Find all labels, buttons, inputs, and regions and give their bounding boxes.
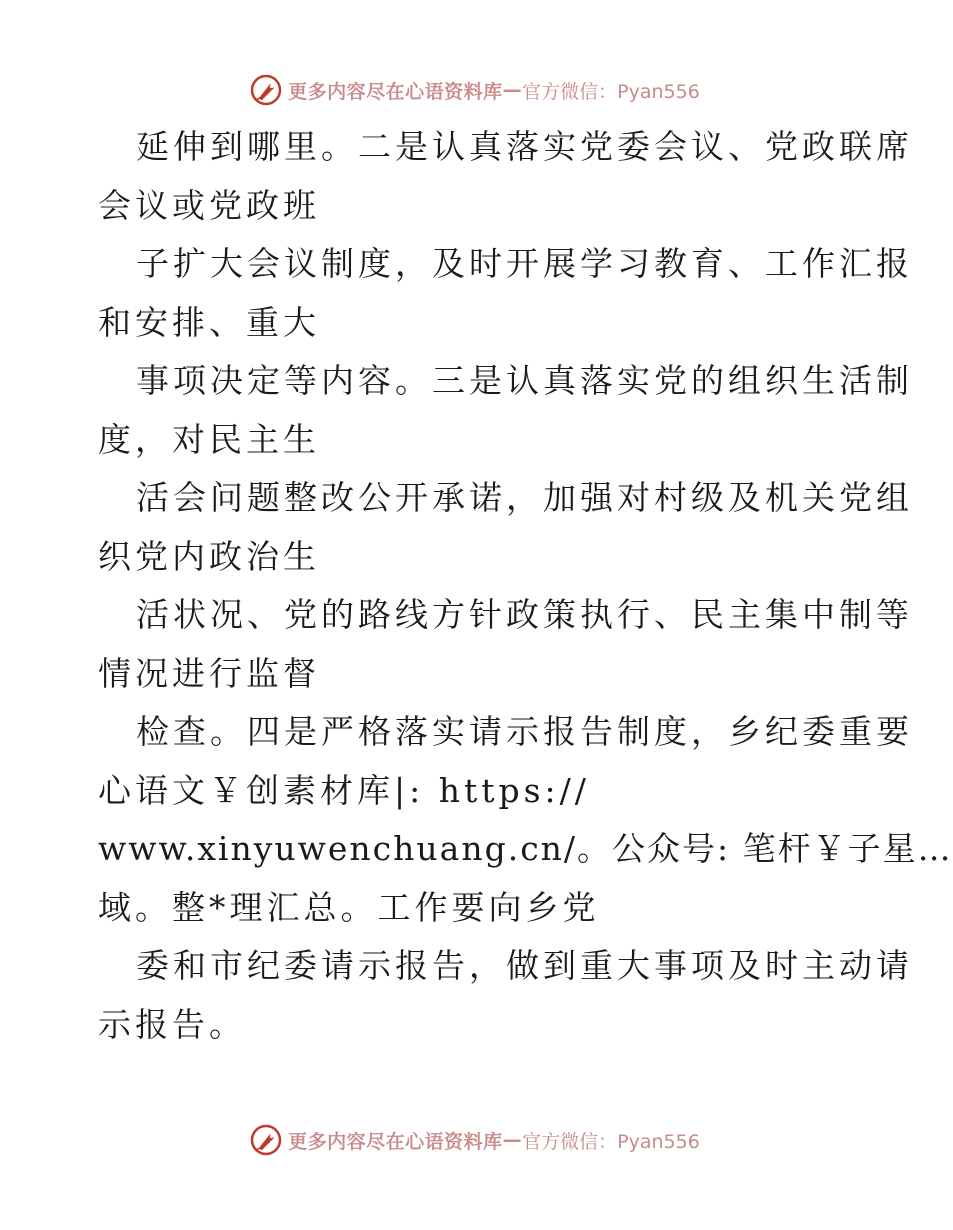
banner-title: 更多内容尽在心语资料库 xyxy=(288,1130,503,1153)
pen-nib-logo-icon xyxy=(250,74,282,106)
body-line: 度，对民主生 xyxy=(98,419,320,459)
body-line: 活会问题整改公开承诺，加强对村级及机关党组 xyxy=(136,478,913,517)
banner-contact: 官方微信：Pyan556 xyxy=(522,80,700,103)
body-line: 示报告。 xyxy=(98,1004,246,1044)
body-line: 织党内政治生 xyxy=(98,536,320,576)
body-line: 委和市纪委请示报告，做到重大事项及时主动请 xyxy=(136,946,913,985)
body-line: 延伸到哪里。二是认真落实党委会议、党政联席 xyxy=(136,127,913,166)
pen-nib-logo-icon xyxy=(250,1124,282,1156)
body-line: 会议或党政班 xyxy=(98,185,320,225)
body-line: 事项决定等内容。三是认真落实党的组织生活制 xyxy=(136,361,913,400)
body-line: 心语文￥创素材库|: https:// xyxy=(98,770,590,810)
document-body xyxy=(98,118,953,1054)
banner-separator: — xyxy=(502,1129,523,1151)
banner-title: 更多内容尽在心语资料库 xyxy=(288,80,503,103)
body-line: 活状况、党的路线方针政策执行、民主集中制等 xyxy=(136,595,913,634)
banner-contact: 官方微信：Pyan556 xyxy=(522,1130,700,1153)
body-line: 域。整*理汇总。工作要向乡党 xyxy=(98,887,600,927)
footer-banner xyxy=(0,1120,950,1160)
body-line: 检查。四是严格落实请示报告制度，乡纪委重要 xyxy=(136,712,913,751)
body-line: 情况进行监督 xyxy=(98,653,320,693)
body-line: 子扩大会议制度，及时开展学习教育、工作汇报 xyxy=(136,244,913,283)
banner-separator: — xyxy=(502,79,523,101)
body-line: 和安排、重大 xyxy=(98,302,320,342)
body-line: www.xinyuwenchuang.cn/。公众号: 笔杆￥子星… xyxy=(98,829,953,868)
header-banner xyxy=(0,70,950,110)
